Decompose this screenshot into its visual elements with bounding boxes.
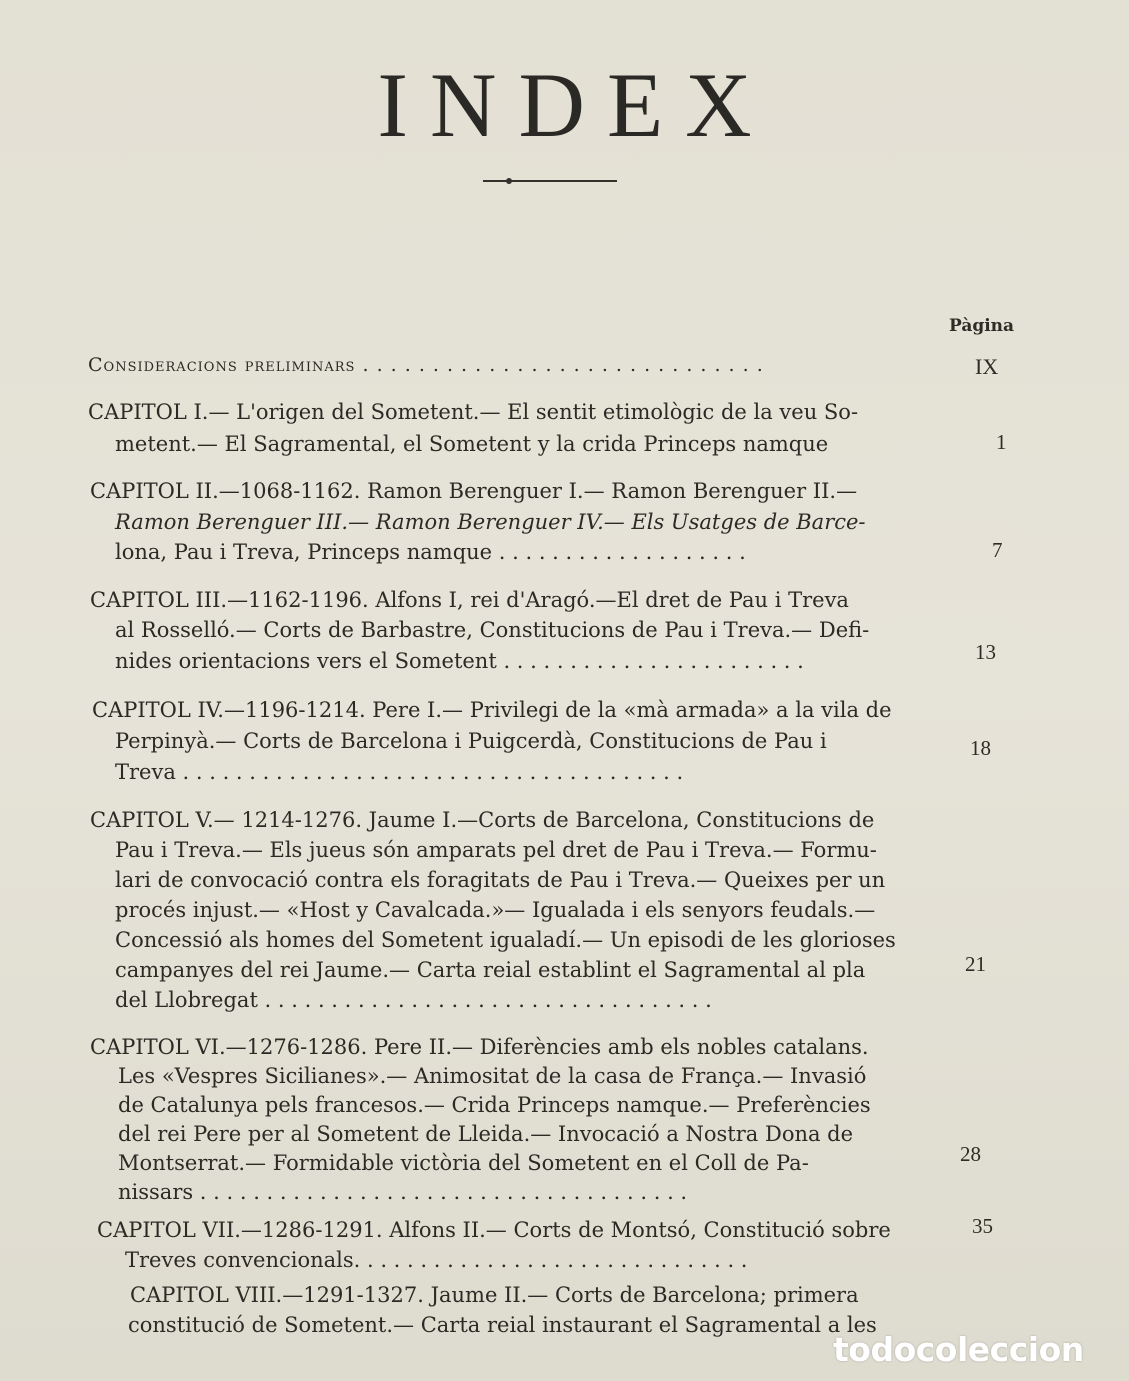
toc-entry-line: CAPITOL IV.—1196-1214. Pere I.— Privilegi de la «mà armada» a la vila de [92,698,892,722]
toc-entry-line: campanyes del rei Jaume.— Carta reial establint el Sagramental al pla [115,958,866,982]
toc-entry-line: Concessió als homes del Sometent igualadí.— Un episodi de les glorioses [115,928,896,952]
toc-entry-line: del Llobregat . . . . . . . . . . . . . . . . . . . . . . . . . . . . . . . . . . [115,988,712,1012]
toc-page-number: 28 [960,1142,981,1166]
toc-entry-line: Montserrat.— Formidable victòria del Sometent en el Coll de Pa- [118,1151,809,1175]
toc-entry-line: procés injust.— «Host y Cavalcada.»— Igualada i els senyors feudals.— [115,898,876,922]
toc-entry-line: CAPITOL VII.—1286-1291. Alfons II.— Corts de Montsó, Constitució sobre [97,1218,891,1242]
toc-entry-line: CAPITOL III.—1162-1196. Alfons I, rei d'Aragó.—El dret de Pau i Treva [90,588,849,612]
toc-page-number: 35 [972,1214,993,1238]
toc-entry-line: Treves convencionals. . . . . . . . . . . . . . . . . . . . . . . . . . . . . . [125,1248,748,1272]
toc-entry-line: metent.— El Sagramental, el Sometent y la crida Princeps namque [115,432,829,456]
toc-entry-line: constitució de Sometent.— Carta reial instaurant el Sagramental a les [128,1313,877,1337]
toc-entry-line: Pau i Treva.— Els jueus són amparats pel dret de Pau i Treva.— Formu- [115,838,877,862]
title-ornament [483,179,617,182]
toc-page-number: IX [975,354,999,379]
toc-entry-line: Les «Vespres Sicilianes».— Animositat de la casa de França.— Invasió [118,1064,867,1088]
toc-page-number: 7 [992,538,1003,562]
toc-page-number: 1 [996,430,1007,454]
toc-page-number: 21 [965,952,986,976]
toc-entry-line: lona, Pau i Treva, Princeps namque . . . . . . . . . . . . . . . . . . . [115,540,746,564]
toc-entry-line: del rei Pere per al Sometent de Lleida.— Invocació a Nostra Dona de [118,1122,854,1146]
toc-entry-line: Treva . . . . . . . . . . . . . . . . . . . . . . . . . . . . . . . . . . . . . . [115,760,684,784]
toc-entry-line: de Catalunya pels francesos.— Crida Princeps namque.— Preferències [118,1093,871,1117]
toc-entry-line: CAPITOL I.— L'origen del Sometent.— El sentit etimològic de la veu So- [88,400,859,424]
watermark-logo: todocoleccion [833,1330,1084,1369]
toc-entry-line: CAPITOL VIII.—1291-1327. Jaume II.— Corts de Barcelona; primera [130,1283,859,1307]
toc-page-number: 13 [975,640,996,664]
toc-entry-line: CAPITOL II.—1068-1162. Ramon Berenguer I.— Ramon Berenguer II.— [90,479,858,503]
toc-entry-line: Consideracions preliminars . . . . . . . . . . . . . . . . . . . . . . . . . . . . . [88,354,764,376]
toc-page-number: 18 [970,736,991,760]
toc-entry-line: CAPITOL V.— 1214-1276. Jaume I.—Corts de Barcelona, Constitucions de [90,808,875,832]
toc-entry-line: CAPITOL VI.—1276-1286. Pere II.— Diferències amb els nobles catalans. [90,1035,869,1059]
toc-entry-line: Perpinyà.— Corts de Barcelona i Puigcerdà, Constitucions de Pau i [115,729,827,753]
page-title: INDEX [377,54,774,156]
toc-entry-line: nissars . . . . . . . . . . . . . . . . . . . . . . . . . . . . . . . . . . . . . [118,1180,688,1204]
toc-entry-line: lari de convocació contra els foragitats de Pau i Treva.— Queixes per un [115,868,886,892]
toc-entry-line: al Rosselló.— Corts de Barbastre, Constitucions de Pau i Treva.— Defi- [115,618,870,642]
toc-entry-line: nides orientacions vers el Sometent . . . . . . . . . . . . . . . . . . . . . . . [115,649,804,673]
pagina-column-label: Pàgina [949,316,1015,336]
toc-entry-line: Ramon Berenguer III.— Ramon Berenguer IV.— Els Usatges de Barce- [115,510,866,534]
